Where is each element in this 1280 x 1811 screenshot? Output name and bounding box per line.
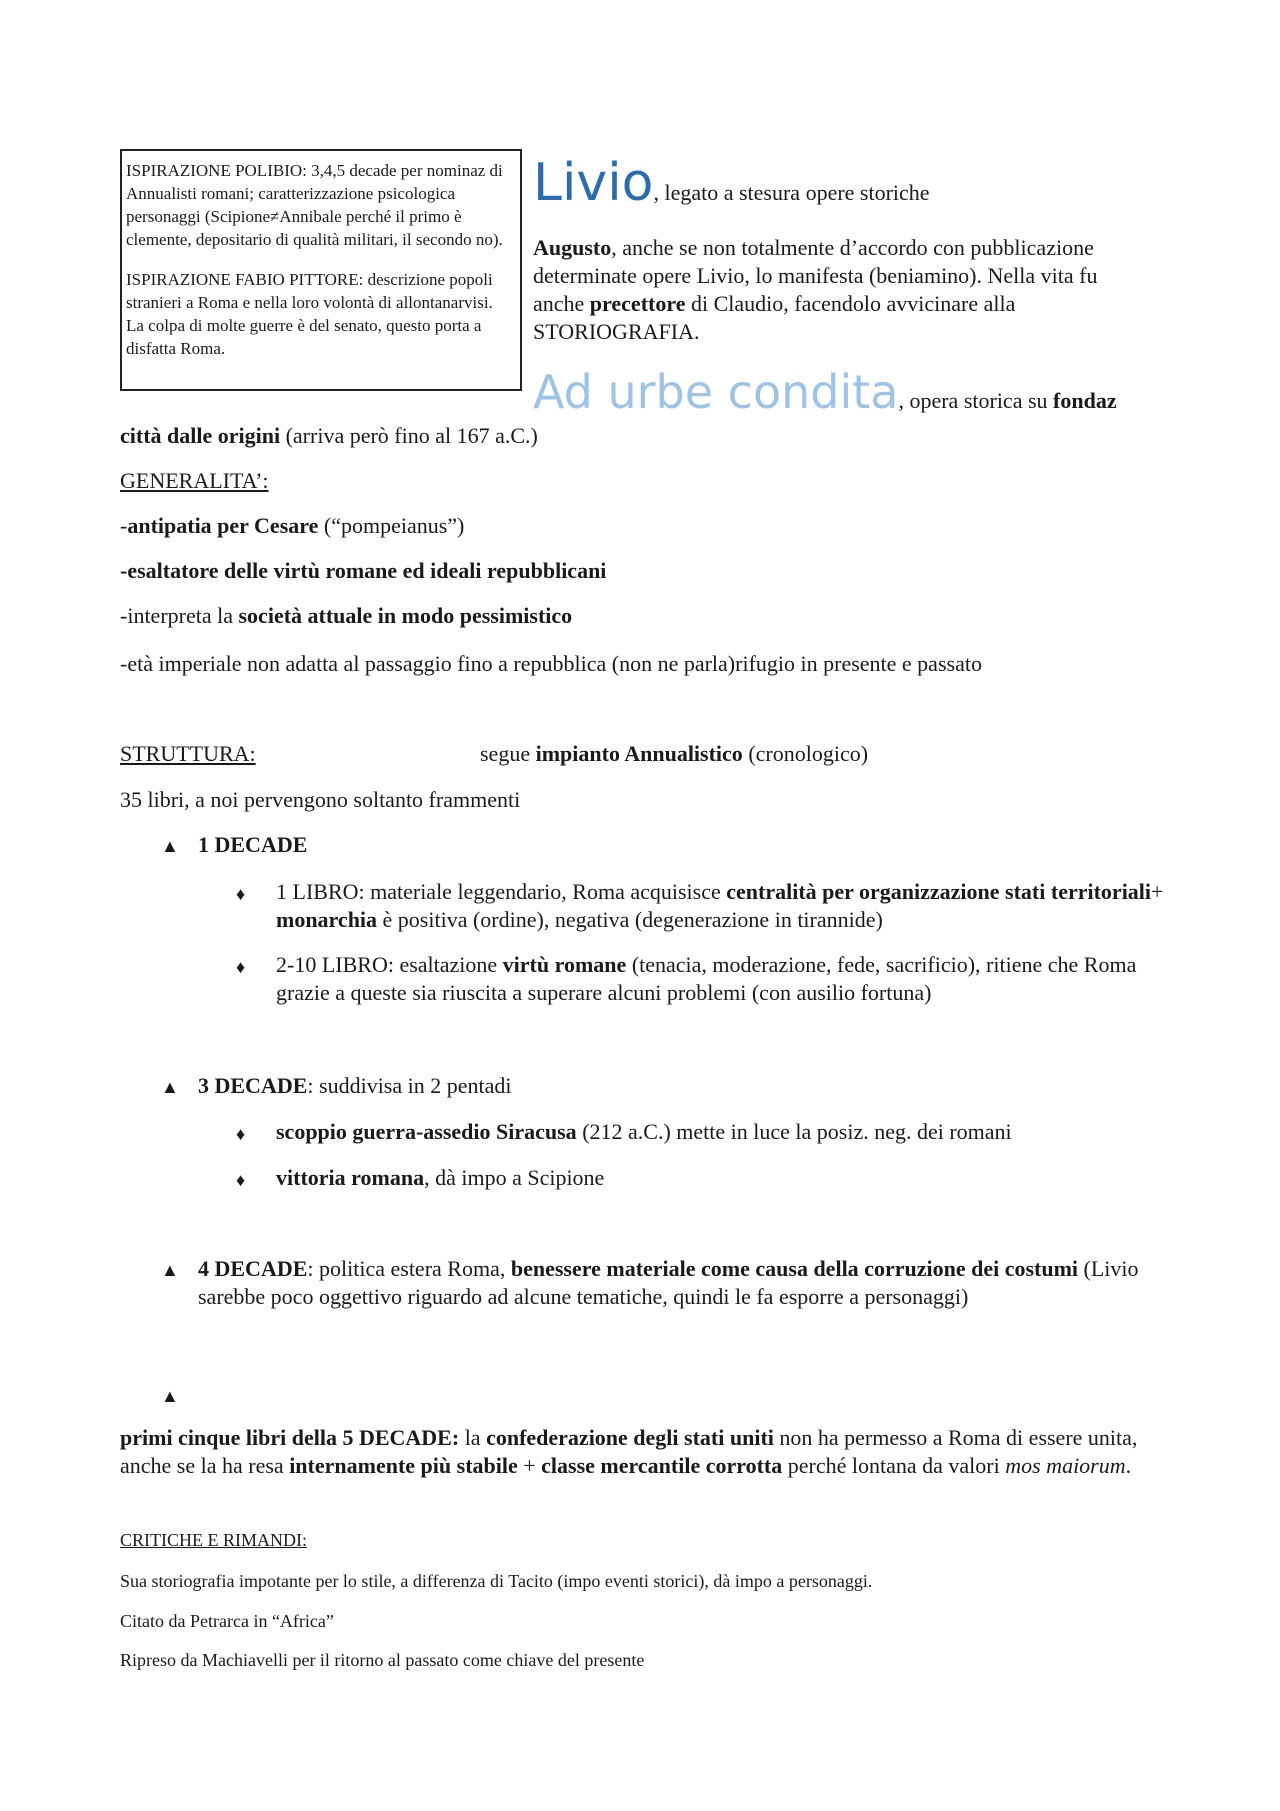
dash: - xyxy=(120,513,128,538)
triangle-bullet-icon: ▲ xyxy=(161,1077,179,1097)
d3-i2-bold: vittoria romana xyxy=(276,1165,425,1190)
d3-i2-text: , dà impo a Scipione xyxy=(424,1165,605,1190)
title-rest: , legato a stesura opere storiche xyxy=(653,180,930,205)
diamond-bullet-icon: ♦ xyxy=(236,957,246,977)
augusto-text-2: di Claudio, facendolo avvicinare alla STORIOGRAFIA. xyxy=(533,291,1016,344)
generalita-item-1-bold: antipatia per Cesare xyxy=(127,513,319,538)
generalita-item-2-bold: -esaltatore delle virtù romane ed ideali repubblicani xyxy=(120,558,607,583)
critiche-line-2: Citato da Petrarca in “Africa” xyxy=(120,1611,334,1631)
generalita-item-3 xyxy=(120,602,572,630)
decade-1-item-2 xyxy=(276,951,1176,1007)
decade-1-item-1 xyxy=(276,878,1176,934)
triangle-bullet-icon: ▲ xyxy=(161,1260,179,1280)
d1-i1-bold-1: centralità per organizzazione stati territoriali xyxy=(726,879,1152,904)
urbe-continuation xyxy=(120,422,538,450)
critiche-line-1: Sua storiografia impotante per lo stile, a differenza di Tacito (impo eventi storici), dà impo a personaggi. xyxy=(120,1571,873,1591)
decade-5-paragraph xyxy=(120,1424,1180,1480)
d5-bold-4: classe mercantile corrotta xyxy=(541,1453,783,1478)
augusto-bold: Augusto xyxy=(533,235,612,260)
mos-maiorum: mos maiorum xyxy=(1005,1453,1126,1478)
d4-text-1: : politica estera Roma, xyxy=(307,1256,511,1281)
precettore-bold: precettore xyxy=(589,291,686,316)
decade-1-title xyxy=(198,831,307,859)
d1-i2-text-1: 2-10 LIBRO: esaltazione xyxy=(276,952,503,977)
d4-bold-1: benessere materiale come causa della corruzione dei costumi xyxy=(510,1256,1079,1281)
triangle-bullet-icon: ▲ xyxy=(161,836,179,856)
decade-3-item-2 xyxy=(276,1164,604,1192)
generalita-item-4: -età imperiale non adatta al passaggio fino a repubblica (non ne parla)rifugio in presente e passato xyxy=(120,651,982,676)
d5-text-4: perché lontana da valori xyxy=(782,1453,1006,1478)
struttura-heading: STRUTTURA: xyxy=(120,741,256,766)
urbe-bold-2: città dalle origini xyxy=(120,423,281,448)
diamond-bullet-icon: ♦ xyxy=(236,1170,246,1190)
note-polibio: ISPIRAZIONE POLIBIO: 3,4,5 decade per nominaz di Annualisti romani; caratterizzazione psicologica personaggi (Scipione≠Annibale perché il primo è clemente, depositario di qualità militari, il secondo no). xyxy=(126,161,503,249)
d4-text-2: (Livio sarebbe poco oggettivo riguardo ad alcune tematiche, quindi le fa esporre a personaggi) xyxy=(198,1256,1139,1309)
d5-text-1: la xyxy=(459,1425,487,1450)
d1-i2-text-2: (tenacia, moderazione, fede, sacrificio), ritiene che Roma grazie a queste sia riuscita a superare alcuni problemi (con ausilio fortuna) xyxy=(276,952,1137,1005)
generalita-item-1 xyxy=(120,512,464,540)
decade-3-rest: : suddivisa in 2 pentadi xyxy=(307,1073,512,1098)
d5-bold-3: internamente più stabile xyxy=(289,1453,518,1478)
d1-i1-bold-2: monarchia xyxy=(276,907,378,932)
augusto-text-1: , anche se non totalmente d’accordo con pubblicazione determinate opere Livio, lo manifesta (beniamino). Nella vita fu anche xyxy=(533,235,1098,316)
d5-text-5: . xyxy=(1125,1453,1132,1478)
d5-text-2: non ha permesso a Roma di essere unita, anche se la ha resa xyxy=(120,1425,1138,1478)
struttura-text-1: segue xyxy=(480,741,536,766)
urbe-text-1: , opera storica su xyxy=(898,388,1054,413)
generalita-item-3-text: -interpreta la xyxy=(120,603,239,628)
urbe-heading: Ad urbe condita xyxy=(533,365,899,419)
urbe-bold-1: fondaz xyxy=(1053,388,1117,413)
struttura-text-2: (cronologico) xyxy=(742,741,869,766)
decade-3-item-1 xyxy=(276,1118,1012,1146)
triangle-bullet-icon: ▲ xyxy=(161,1386,179,1406)
d1-i1-text-1: 1 LIBRO: materiale leggendario, Roma acquisisce xyxy=(276,879,727,904)
decade-4-paragraph xyxy=(198,1255,1178,1311)
decade-3-title xyxy=(198,1072,512,1100)
note-fabio-pittore: ISPIRAZIONE FABIO PITTORE: descrizione popoli stranieri a Roma e nella loro volontà di allontanarvisi. La colpa di molte guerre è del senato, questo porta a disfatta Roma. xyxy=(126,270,493,358)
sidebar-note-box xyxy=(120,149,522,391)
urbe-text-2: (arriva però fino al 167 a.C.) xyxy=(280,423,538,448)
generalita-item-1-text: (“pompeianus”) xyxy=(318,513,465,538)
diamond-bullet-icon: ♦ xyxy=(236,1124,246,1144)
struttura-bold: impianto Annualistico xyxy=(535,741,743,766)
critiche-heading: CRITICHE E RIMANDI: xyxy=(120,1530,307,1550)
d1-i2-bold-1: virtù romane xyxy=(502,952,627,977)
d5-bold-1: primi cinque libri della 5 DECADE: xyxy=(120,1425,460,1450)
d5-text-3: + xyxy=(517,1453,542,1478)
d1-i1-text-2: + xyxy=(1151,879,1164,904)
title-livio: Livio xyxy=(533,153,654,213)
critiche-line-3: Ripreso da Machiavelli per il ritorno al passato come chiave del presente xyxy=(120,1650,645,1670)
d1-i1-text-3: è positiva (ordine), negativa (degenerazione in tirannide) xyxy=(377,907,883,932)
generalita-item-2 xyxy=(120,557,606,585)
diamond-bullet-icon: ♦ xyxy=(236,884,246,904)
generalita-item-3-bold: società attuale in modo pessimistico xyxy=(238,603,573,628)
page-title xyxy=(533,155,930,211)
decade-4-title: 4 DECADE xyxy=(198,1256,308,1281)
struttura-libri: 35 libri, a noi pervengono soltanto frammenti xyxy=(120,787,521,812)
augusto-paragraph xyxy=(533,234,1153,346)
decade-1-title-text: 1 DECADE xyxy=(198,832,308,857)
d5-bold-2: confederazione degli stati uniti xyxy=(486,1425,774,1450)
struttura-description xyxy=(480,740,868,768)
urbe-heading-line xyxy=(533,367,1117,417)
decade-3-title-text: 3 DECADE xyxy=(198,1073,308,1098)
d3-i1-text: (212 a.C.) mette in luce la posiz. neg. dei romani xyxy=(576,1119,1012,1144)
generalita-heading: GENERALITA’: xyxy=(120,468,269,493)
d3-i1-bold: scoppio guerra-assedio Siracusa xyxy=(276,1119,577,1144)
